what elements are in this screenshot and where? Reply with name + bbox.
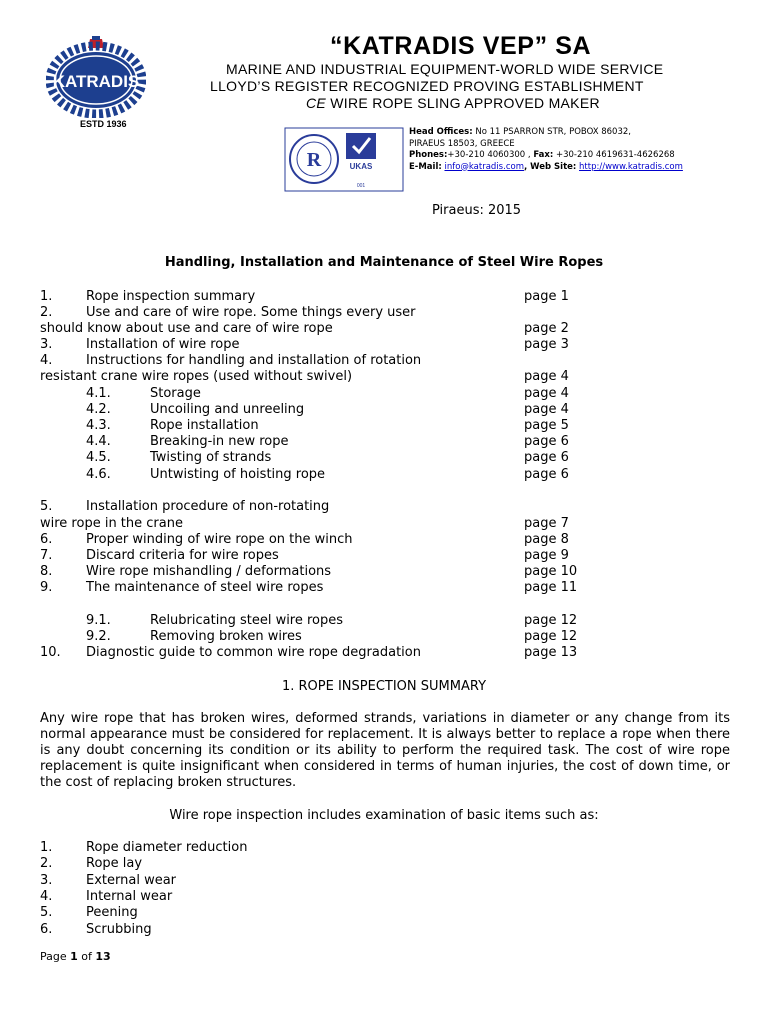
toc-page: page 4 (524, 402, 569, 417)
toc-page: page 1 (524, 289, 569, 304)
toc-text: Breaking-in new rope (150, 434, 289, 449)
certification-logos (284, 127, 404, 192)
ce-mark: CE (306, 95, 327, 111)
toc-text: Wire rope mishandling / deformations (86, 564, 332, 579)
toc-text: Removing broken wires (150, 629, 302, 644)
svg-text:R: R (306, 149, 322, 171)
head-offices-value: No 11 PSARRON STR, POBOX 86032, (472, 127, 631, 137)
toc-number: 8. (40, 564, 53, 579)
toc-number: 6. (40, 532, 53, 547)
toc-number: 10. (40, 645, 61, 660)
item-text: Scrubbing (86, 921, 152, 937)
phones-value: +30-210 4060300 , (447, 150, 534, 160)
item-number: 3. (40, 872, 53, 888)
toc-text: Untwisting of hoisting rope (150, 467, 326, 482)
toc-text: Use and care of wire rope. Some things every user (86, 305, 416, 320)
item-number: 2. (40, 856, 53, 872)
place-date: Piraeus: 2015 (432, 203, 522, 218)
toc-text: Diagnostic guide to common wire rope degradation (86, 645, 421, 660)
toc-page: page 6 (524, 467, 569, 482)
toc-text: Rope installation (150, 418, 259, 433)
toc-page: page 8 (524, 532, 569, 547)
section-1-paragraph: Any wire rope that has broken wires, deformed strands, variations in diameter or any change from its normal appearance must be considered for replacement. It is always better to replace a rope when there is any doubt concerning its condition or its ability to perform the required task. The cost of wire rope replacement is quite insignificant when considered in terms of human injuries, the cost of down time, or the cost of replacing broken structures. (40, 711, 730, 790)
toc-text: Discard criteria for wire ropes (86, 548, 279, 563)
toc-page: page 6 (524, 450, 569, 465)
toc-number: 9.2. (86, 629, 111, 644)
toc-number: 1. (40, 289, 53, 304)
toc-page: page 2 (524, 321, 569, 336)
item-number: 1. (40, 840, 53, 855)
toc-text: resistant crane wire ropes (used without swivel) (40, 369, 353, 384)
tagline-3 (306, 95, 600, 111)
fax-label: Fax: (533, 150, 554, 160)
section-1-title: 1. ROPE INSPECTION SUMMARY (281, 679, 487, 694)
estd-label: ESTD 1936 (80, 119, 127, 129)
toc-text: should know about use and care of wire rope (40, 321, 333, 336)
toc-number: 4.3. (86, 418, 111, 433)
tagline-2: LLOYD’S REGISTER RECOGNIZED PROVING ESTABLISHMENT (210, 78, 644, 94)
page-label: Page (40, 950, 71, 963)
toc-number: 2. (40, 305, 53, 320)
toc-text: The maintenance of steel wire ropes (86, 580, 324, 595)
toc-page: page 7 (524, 516, 569, 531)
toc-number: 3. (40, 337, 53, 352)
page-footer (40, 950, 111, 963)
email-label: E-Mail: (409, 161, 442, 172)
item-text: Rope lay (86, 856, 143, 872)
tagline-3-text: WIRE ROPE SLING APPROVED MAKER (326, 95, 600, 111)
page-number: 1 (70, 950, 78, 963)
toc-page: page 4 (524, 369, 569, 384)
toc-page: page 4 (524, 386, 569, 401)
toc-text: Twisting of strands (150, 450, 272, 465)
item-number: 6. (40, 921, 53, 937)
item-number: 4. (40, 888, 53, 904)
item-text: Peening (86, 905, 138, 921)
head-offices-label: Head Offices: (409, 127, 473, 137)
toc-page: page 12 (524, 629, 578, 644)
toc-number: 4.6. (86, 467, 111, 482)
item-number: 5. (40, 905, 53, 921)
toc-page: page 5 (524, 418, 569, 433)
logo-text: KATRADIS (52, 72, 140, 91)
phones-line (409, 150, 683, 162)
toc-text: wire rope in the crane (40, 516, 183, 531)
fax-value: +30-210 4619631-4626268 (553, 150, 675, 160)
company-logo (46, 36, 146, 118)
head-offices-line (409, 127, 683, 139)
section-1-intro: Wire rope inspection includes examination of basic items such as: (169, 808, 599, 823)
tagline-1: MARINE AND INDUSTRIAL EQUIPMENT-WORLD WIDE SERVICE (226, 61, 664, 77)
toc-number: 9.1. (86, 613, 111, 628)
toc-page: page 6 (524, 434, 569, 449)
item-text: External wear (86, 872, 177, 888)
toc-text: Uncoiling and unreeling (150, 402, 305, 417)
toc-number: 4.5. (86, 450, 111, 465)
item-text: Internal wear (86, 888, 173, 904)
toc-number: 5. (40, 499, 53, 514)
contact-block (409, 127, 683, 173)
website-link[interactable]: http://www.katradis.com (579, 161, 683, 172)
of-label: of (77, 950, 96, 963)
toc-page: page 9 (524, 548, 569, 563)
toc-number: 4.2. (86, 402, 111, 417)
toc-page: page 11 (524, 580, 578, 595)
toc-number: 9. (40, 580, 53, 595)
toc-text: Relubricating steel wire ropes (150, 613, 344, 628)
toc-number: 4. (40, 353, 53, 368)
toc-number: 7. (40, 548, 53, 563)
item-text: Rope diameter reduction (86, 840, 248, 855)
toc-text: Installation of wire rope (86, 337, 240, 352)
email-link[interactable]: info@katradis.com (444, 161, 524, 172)
web-label: , Web Site: (523, 161, 577, 172)
toc-number: 4.1. (86, 386, 111, 401)
toc-page: page 3 (524, 337, 569, 352)
cert-code: 001 (356, 183, 366, 189)
toc-page: page 12 (524, 613, 578, 628)
toc-text: Installation procedure of non-rotating (86, 499, 330, 514)
toc-text: Storage (150, 386, 201, 401)
ukas-label: UKAS (349, 162, 373, 171)
toc-number: 4.4. (86, 434, 111, 449)
toc-page: page 13 (524, 645, 578, 660)
toc-text: Rope inspection summary (86, 289, 256, 304)
page-total: 13 (95, 950, 111, 963)
company-title: “KATRADIS VEP” SA (330, 32, 592, 60)
phones-label: Phones: (409, 150, 448, 160)
email-line (409, 162, 683, 174)
toc-page: page 10 (524, 564, 578, 579)
toc-text: Proper winding of wire rope on the winch (86, 532, 353, 547)
toc-text: Instructions for handling and installation of rotation (86, 353, 422, 368)
head-offices-line-2: PIRAEUS 18503, GREECE (409, 138, 515, 149)
document-title: Handling, Installation and Maintenance of Steel Wire Ropes (164, 255, 604, 270)
